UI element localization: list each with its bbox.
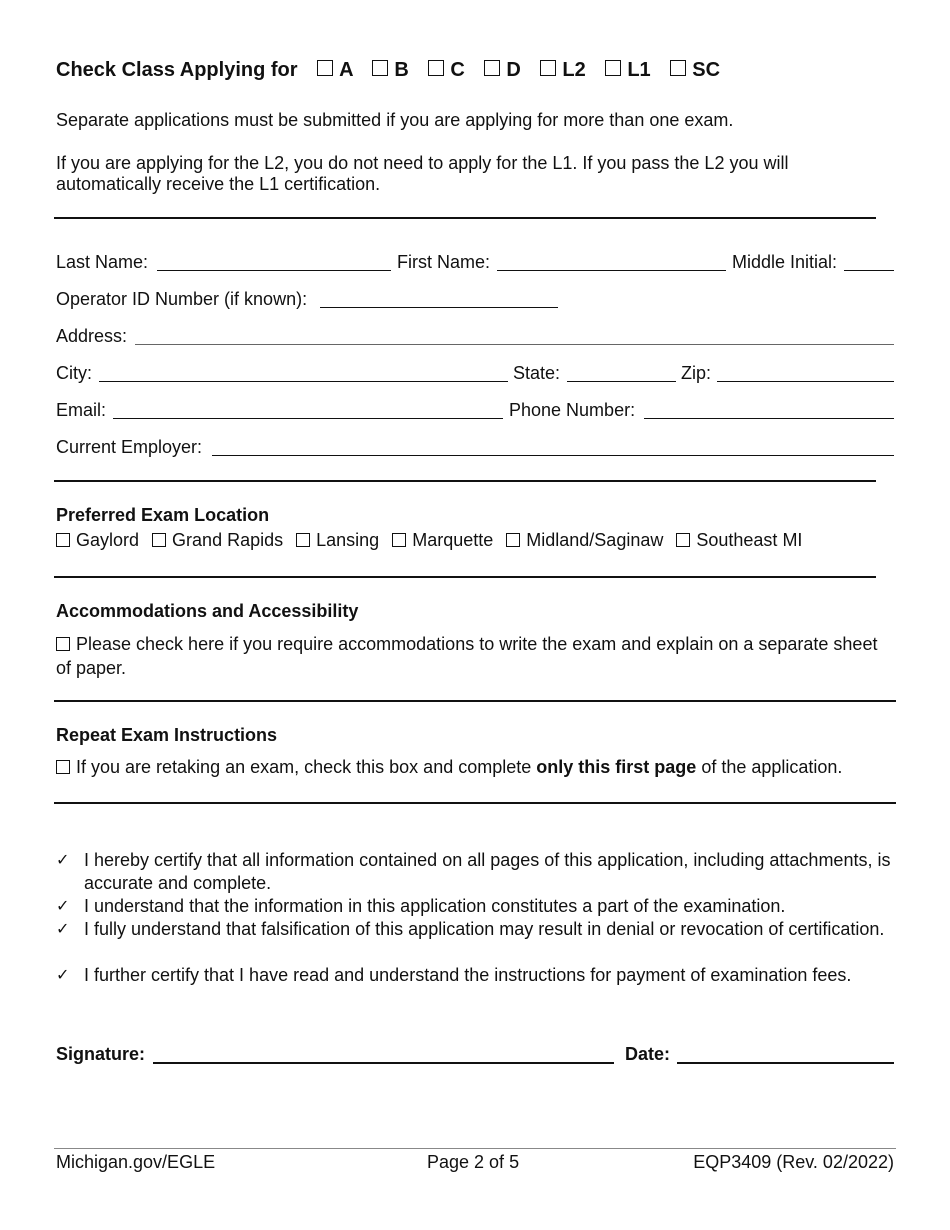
check-icon: ✓ — [56, 852, 70, 869]
certification-item: ✓ I fully understand that falsification of this application may result in denial or revocation of certification. — [56, 919, 885, 939]
checkbox-icon[interactable] — [56, 637, 70, 651]
state-label: State: — [513, 363, 561, 383]
accommodations-title: Accommodations and Accessibility — [56, 601, 359, 621]
checkbox-icon[interactable] — [152, 533, 166, 547]
employer-label: Current Employer: — [56, 437, 203, 457]
phone-label: Phone Number: — [509, 400, 636, 420]
location-option-gaylord[interactable]: Gaylord — [56, 530, 139, 550]
signature-label: Signature: — [56, 1044, 146, 1064]
employer-field[interactable] — [212, 455, 894, 456]
checkbox-icon[interactable] — [676, 533, 690, 547]
check-icon: ✓ — [56, 967, 70, 984]
footer-page-number: Page 2 of 5 — [427, 1152, 520, 1172]
first-name-field[interactable] — [497, 270, 726, 271]
zip-field[interactable] — [717, 381, 894, 382]
class-option-c[interactable]: C — [428, 59, 464, 81]
checkbox-icon[interactable] — [484, 60, 500, 76]
location-option-southeast-mi[interactable]: Southeast MI — [676, 530, 802, 550]
divider — [54, 576, 876, 578]
last-name-label: Last Name: — [56, 252, 149, 272]
checkbox-icon[interactable] — [372, 60, 388, 76]
checkbox-icon[interactable] — [56, 533, 70, 547]
class-option-sc[interactable]: SC — [670, 59, 720, 81]
location-option-grand-rapids[interactable]: Grand Rapids — [152, 530, 283, 550]
middle-initial-field[interactable] — [844, 270, 894, 271]
repeat-exam-title: Repeat Exam Instructions — [56, 725, 278, 745]
footer-divider — [54, 1148, 896, 1149]
checkbox-icon[interactable] — [56, 760, 70, 774]
class-selection-row — [56, 59, 720, 82]
email-label: Email: — [56, 400, 107, 420]
date-field[interactable] — [677, 1062, 894, 1064]
location-option-marquette[interactable]: Marquette — [392, 530, 493, 550]
l2-note: If you are applying for the L2, you do not need to apply for the L1. If you pass the L2 you will automatically receive the L1 certification. — [56, 153, 789, 194]
checkbox-icon[interactable] — [540, 60, 556, 76]
checkbox-icon[interactable] — [428, 60, 444, 76]
certification-item: ✓ I understand that the information in this application constitutes a part of the examination. — [56, 896, 786, 916]
class-option-d[interactable]: D — [484, 59, 520, 81]
footer-form-number: EQP3409 (Rev. 02/2022) — [693, 1152, 894, 1172]
signature-field[interactable] — [153, 1062, 614, 1064]
repeat-exam-option: If you are retaking an exam, check this box and complete only this first page of the application. — [56, 757, 842, 778]
divider — [54, 700, 896, 702]
operator-id-field[interactable] — [320, 307, 558, 308]
footer-website: Michigan.gov/EGLE — [56, 1152, 216, 1172]
accommodations-text: Please check here if you require accommodations to write the exam and explain on a separate sheet of paper. — [56, 634, 878, 678]
email-field[interactable] — [113, 418, 503, 419]
divider — [54, 802, 896, 804]
exam-location-options — [56, 530, 802, 551]
checkbox-icon[interactable] — [296, 533, 310, 547]
middle-initial-label: Middle Initial: — [732, 252, 838, 272]
checkbox-icon[interactable] — [317, 60, 333, 76]
class-option-b[interactable]: B — [372, 59, 408, 81]
address-field[interactable] — [135, 344, 894, 345]
accommodations-option — [56, 632, 886, 680]
location-option-lansing[interactable]: Lansing — [296, 530, 379, 550]
checkbox-icon[interactable] — [670, 60, 686, 76]
operator-id-label: Operator ID Number (if known): — [56, 289, 308, 309]
checkbox-icon[interactable] — [392, 533, 406, 547]
state-field[interactable] — [567, 381, 676, 382]
check-icon: ✓ — [56, 921, 70, 938]
class-option-a[interactable]: A — [317, 59, 353, 81]
city-label: City: — [56, 363, 92, 383]
check-icon: ✓ — [56, 898, 70, 915]
zip-label: Zip: — [681, 363, 712, 383]
class-selection-title: Check Class Applying for — [56, 59, 298, 81]
divider — [54, 480, 876, 482]
certification-item: ✓ I further certify that I have read and understand the instructions for payment of examination fees. — [56, 965, 852, 985]
phone-field[interactable] — [644, 418, 894, 419]
divider — [54, 217, 876, 219]
first-name-label: First Name: — [397, 252, 491, 272]
class-option-l1[interactable]: L1 — [605, 59, 650, 81]
exam-location-title: Preferred Exam Location — [56, 505, 270, 525]
last-name-field[interactable] — [157, 270, 391, 271]
address-label: Address: — [56, 326, 128, 346]
class-option-l2[interactable]: L2 — [540, 59, 585, 81]
date-label: Date: — [625, 1044, 671, 1064]
separate-applications-note: Separate applications must be submitted if you are applying for more than one exam. — [56, 110, 734, 130]
checkbox-icon[interactable] — [605, 60, 621, 76]
certification-item: ✓ I hereby certify that all information contained on all pages of this application, including attachments, is accurate and complete. — [56, 850, 891, 893]
city-field[interactable] — [99, 381, 508, 382]
checkbox-icon[interactable] — [506, 533, 520, 547]
location-option-midland-saginaw[interactable]: Midland/Saginaw — [506, 530, 663, 550]
